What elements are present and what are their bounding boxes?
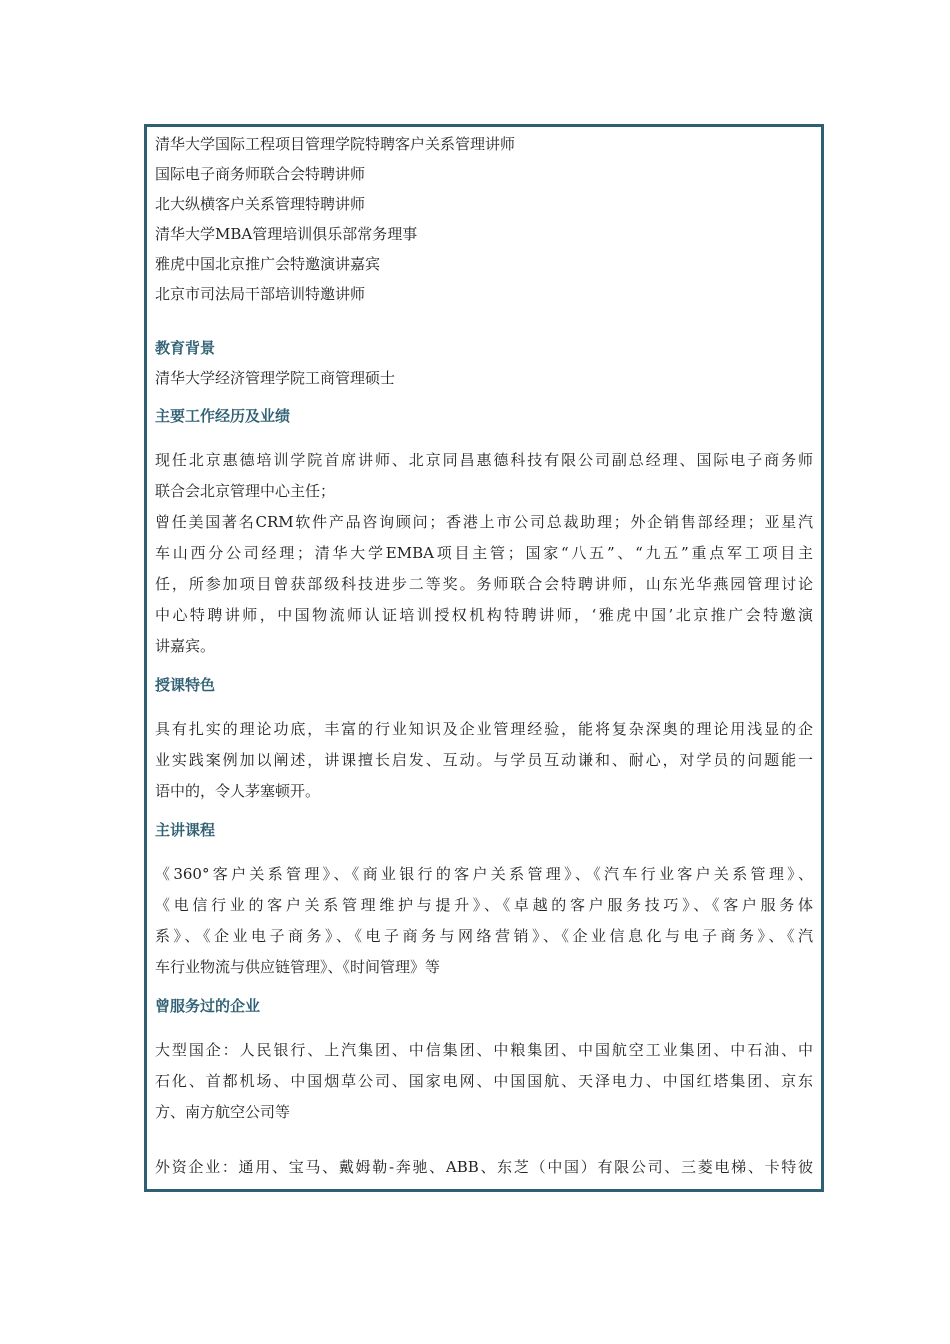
teaching-line: 具有扎实的理论功底，丰富的行业知识及企业管理经验，能将复杂深奥的理论用浅显的企 (155, 720, 813, 738)
clients-soe-line: 方、南方航空公司等 (155, 1103, 291, 1121)
courses-heading: 主讲课程 (155, 821, 216, 839)
title-item: 雅虎中国北京推广会特邀演讲嘉宾 (155, 255, 381, 273)
experience-line: 车山西分公司经理；清华大学EMBA项目主管；国家“八五”、“九五”重点军工项目主 (155, 544, 813, 562)
courses-section (155, 815, 813, 983)
clients-soe-line: 石化、首都机场、中国烟草公司、国家电网、中国国航、天泽电力、中国红塔集团、京东 (155, 1072, 813, 1090)
teaching-text (155, 714, 813, 807)
courses-line: 系》、《企业电子商务》、《电子商务与网络营销》、《企业信息化与电子商务》、《汽 (155, 927, 813, 945)
clients-soe-text (155, 1035, 813, 1128)
titles-list (155, 129, 813, 309)
courses-line: 车行业物流与供应链管理》、《时间管理》等 (155, 958, 441, 976)
clients-foreign-text (155, 1152, 813, 1183)
courses-text (155, 859, 813, 983)
title-item: 国际电子商务师联合会特聘讲师 (155, 165, 366, 183)
experience-line: 中心特聘讲师，中国物流师认证培训授权机构特聘讲师，‘雅虎中国’北京推广会特邀演 (155, 606, 813, 624)
profile-frame (144, 124, 824, 1192)
title-item: 清华大学MBA管理培训俱乐部常务理事 (155, 225, 418, 243)
clients-heading: 曾服务过的企业 (155, 997, 261, 1015)
title-item: 北大纵横客户关系管理特聘讲师 (155, 195, 366, 213)
teaching-line: 语中的，令人茅塞顿开。 (155, 782, 321, 800)
experience-line: 现任北京惠德培训学院首席讲师、北京同昌惠德科技有限公司副总经理、国际电子商务师 (155, 451, 813, 469)
experience-section (155, 401, 813, 662)
teaching-section (155, 670, 813, 807)
clients-foreign-line: 外资企业：通用、宝马、戴姆勒-奔驰、ABB、东芝（中国）有限公司、三菱电梯、卡特彼 (155, 1158, 813, 1176)
teaching-heading: 授课特色 (155, 676, 216, 694)
experience-line: 讲嘉宾。 (155, 637, 216, 655)
courses-line: 《360°客户关系管理》、《商业银行的客户关系管理》、《汽车行业客户关系管理》、 (155, 865, 813, 883)
clients-soe-line: 大型国企：人民银行、上汽集团、中信集团、中粮集团、中国航空工业集团、中石油、中 (155, 1041, 813, 1059)
title-item: 北京市司法局干部培训特邀讲师 (155, 285, 366, 303)
experience-heading: 主要工作经历及业绩 (155, 407, 291, 425)
experience-text (155, 445, 813, 662)
education-text: 清华大学经济管理学院工商管理硕士 (155, 369, 396, 387)
title-item: 清华大学国际工程项目管理学院特聘客户关系管理讲师 (155, 135, 516, 153)
experience-line: 曾任美国著名CRM软件产品咨询顾问；香港上市公司总裁助理；外企销售部经理；亚星汽 (155, 513, 813, 531)
education-section (155, 333, 813, 393)
teaching-line: 业实践案例加以阐述，讲课擅长启发、互动。与学员互动谦和、耐心，对学员的问题能一 (155, 751, 813, 769)
education-heading: 教育背景 (155, 339, 216, 357)
experience-line: 联合会北京管理中心主任； (155, 482, 336, 500)
experience-line: 任，所参加项目曾获部级科技进步二等奖。务师联合会特聘讲师，山东光华燕园管理讨论 (155, 575, 813, 593)
courses-line: 《电信行业的客户关系管理维护与提升》、《卓越的客户服务技巧》、《客户服务体 (155, 896, 813, 914)
clients-section (155, 991, 813, 1183)
